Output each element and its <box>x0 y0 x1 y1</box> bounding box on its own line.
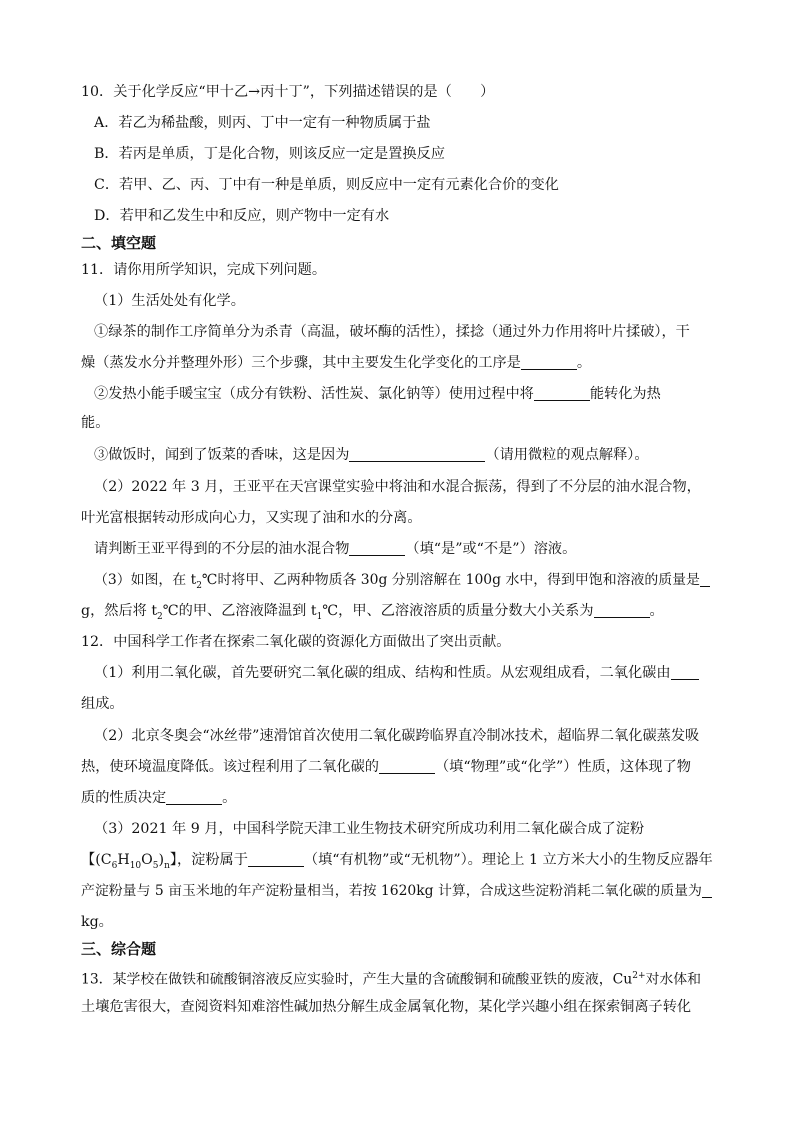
q11-stem: 11．请你用所学知识，完成下列问题。 <box>81 262 327 278</box>
q10-option-c: C．若甲、乙、丙、丁中有一种是单质，则反应中一定有元素化合价的变化 <box>94 177 559 193</box>
q12-part3-line3: 产淀粉量与 5 亩玉米地的年产淀粉量相当，若按 1620kg 计算，合成这些淀粉消耗二氧化碳的质量为 <box>81 881 712 901</box>
q12-part2-line2: 热，使环境温度降低。该过程利用了二氧化碳的 （填“物理”或“化学”）性质，这体现了物 <box>81 759 691 775</box>
q12-stem: 12．中国科学工作者在探索二氧化碳的资源化方面做出了突出贡献。 <box>81 634 511 650</box>
q11-part2-line3: 请判断王亚平得到的不分层的油水混合物 （填“是”或“不是”）溶液。 <box>94 541 577 557</box>
answer-blank[interactable] <box>594 602 650 618</box>
answer-blank[interactable] <box>349 540 405 556</box>
answer-blank[interactable] <box>702 882 712 898</box>
q11-item3: ③做饭时，闻到了饭菜的香味，这是因为 （请用微粒的观点解释）。 <box>94 447 649 463</box>
q10-option-d: D．若甲和乙发生中和反应，则产物中一定有水 <box>94 208 390 224</box>
q12-part1-line1: （1）利用二氧化碳，首先要研究二氧化碳的组成、结构和性质。从宏观组成看，二氧化碳由 <box>94 663 699 683</box>
q11-part2-line1: （2）2022 年 3 月，王亚平在天宫课堂实验中将油和水混合振荡，得到了不分层的油水混合物， <box>94 479 701 495</box>
answer-blank[interactable] <box>700 571 710 587</box>
q11-part1: （1）生活处处有化学。 <box>94 293 245 309</box>
q11-item1-line1: ①绿茶的制作工序简单分为杀青（高温，破坏酶的活性），揉捻（通过外力作用将叶片揉破），干 <box>94 324 690 340</box>
answer-blank[interactable] <box>166 789 222 805</box>
q10-option-b: B．若丙是单质，丁是化合物，则该反应一定是置换反应 <box>94 146 445 162</box>
q10-option-a: A．若乙为稀盐酸，则丙、丁中一定有一种物质属于盐 <box>94 115 431 131</box>
q12-part3-line1: （3）2021 年 9 月，中国科学院天津工业生物技术研究所成功利用二氧化碳合成了淀粉 <box>94 821 645 837</box>
q11-item2-line1: ②发热小能手暖宝宝（成分有铁粉、活性炭、氯化钠等）使用过程中将 能转化为热 <box>94 386 661 402</box>
q11-item2-line2: 能。 <box>81 415 110 431</box>
q11-part3-line1: （3）如图，在 $t_2℃$时将甲、乙两种物质各 30g 分别溶解在 100g 水中，得到甲饱和溶液的质量是 <box>94 570 710 596</box>
answer-blank[interactable] <box>534 385 590 401</box>
answer-blank[interactable] <box>671 664 699 680</box>
q12-part2-line1: （2）北京冬奥会“冰丝带”速滑馆首次使用二氧化碳跨临界直冷制冰技术，超临界二氧化碳蒸发吸 <box>94 728 700 744</box>
q12-part1-line2: 组成。 <box>81 696 124 712</box>
answer-blank[interactable] <box>521 354 577 370</box>
q13-line1: 13．某学校在做铁和硫酸铜溶液反应实验时，产生大量的含硫酸铜和硫酸亚铁的废液，$Cu^{2+}$对水体和 <box>81 971 702 988</box>
answer-blank[interactable] <box>379 758 435 774</box>
q13-line2: 土壤危害很大，查阅资料知难溶性碱加热分解生成金属氧化物，某化学兴趣小组在探索铜离子转化 <box>81 999 692 1015</box>
q12-part2-line3: 质的性质决定 。 <box>81 790 237 806</box>
q11-part2-line2: 叶光富根据转动形成向心力，又实现了油和水的分离。 <box>81 510 422 526</box>
q11-part3-line2: g，然后将 $t_2℃$的甲、乙溶液降温到 $t_1℃$，甲、乙溶液溶质的质量分数大小关系为 。 <box>81 603 664 622</box>
answer-blank[interactable] <box>349 446 485 462</box>
answer-blank[interactable] <box>248 851 304 867</box>
q12-part3-line2: 【$(C_6H_{10}O_5)_n$】，淀粉属于 （填“有机物”或“无机物”）。理论上 1 立方米大小的生物反应器年 <box>81 852 713 871</box>
q10-stem: 10．关于化学反应“甲十乙→丙十丁”，下列描述错误的是（ ） <box>81 84 495 100</box>
q12-part3-line4: kg。 <box>81 914 113 930</box>
section-heading-fill-in: 二、填空题 <box>81 234 157 252</box>
q11-item1-line2: 燥（蒸发水分并整理外形）三个步骤，其中主要发生化学变化的工序是 。 <box>81 355 592 371</box>
section-heading-comprehensive: 三、综合题 <box>81 940 157 958</box>
